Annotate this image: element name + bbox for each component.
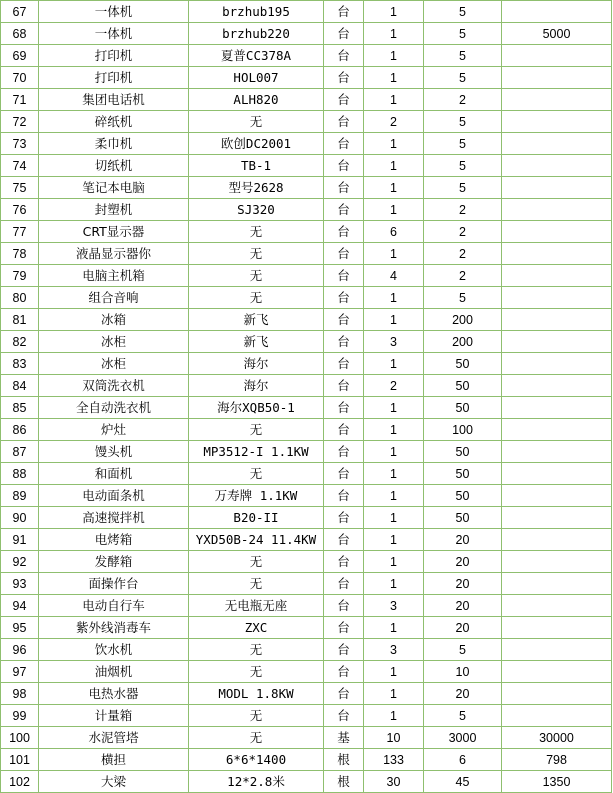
table-row[interactable] <box>1 507 612 529</box>
cell-name[interactable]: 油烟机 <box>39 661 189 683</box>
cell-unit-price[interactable]: 50 <box>424 375 502 397</box>
cell-unit-price[interactable]: 5 <box>424 45 502 67</box>
table-row[interactable] <box>1 221 612 243</box>
cell-unit-price[interactable]: 5 <box>424 23 502 45</box>
cell-model[interactable]: TB-1 <box>189 155 324 177</box>
cell-quantity[interactable]: 1 <box>364 573 424 595</box>
cell-amount[interactable] <box>502 309 612 331</box>
cell-index[interactable]: 83 <box>1 353 39 375</box>
table-row[interactable] <box>1 661 612 683</box>
table-row[interactable] <box>1 771 612 793</box>
cell-amount[interactable] <box>502 441 612 463</box>
cell-index[interactable]: 76 <box>1 199 39 221</box>
cell-unit-price[interactable]: 50 <box>424 441 502 463</box>
cell-model[interactable]: 无电瓶无座 <box>189 595 324 617</box>
cell-unit-price[interactable]: 2 <box>424 199 502 221</box>
cell-quantity[interactable]: 1 <box>364 551 424 573</box>
cell-unit[interactable]: 台 <box>324 287 364 309</box>
cell-index[interactable]: 100 <box>1 727 39 749</box>
cell-index[interactable]: 91 <box>1 529 39 551</box>
cell-index[interactable]: 93 <box>1 573 39 595</box>
cell-model[interactable]: YXD50B-24 11.4KW <box>189 529 324 551</box>
cell-model[interactable]: 无 <box>189 573 324 595</box>
cell-amount[interactable] <box>502 595 612 617</box>
cell-name[interactable]: 和面机 <box>39 463 189 485</box>
cell-unit-price[interactable]: 45 <box>424 771 502 793</box>
cell-name[interactable]: 一体机 <box>39 23 189 45</box>
cell-amount[interactable] <box>502 639 612 661</box>
cell-quantity[interactable]: 1 <box>364 485 424 507</box>
table-row[interactable] <box>1 111 612 133</box>
cell-model[interactable]: brzhub220 <box>189 23 324 45</box>
cell-amount[interactable] <box>502 353 612 375</box>
cell-unit[interactable]: 台 <box>324 397 364 419</box>
cell-quantity[interactable]: 3 <box>364 639 424 661</box>
table-row[interactable] <box>1 375 612 397</box>
cell-quantity[interactable]: 1 <box>364 683 424 705</box>
cell-model[interactable]: ZXC <box>189 617 324 639</box>
cell-model[interactable]: 无 <box>189 661 324 683</box>
cell-unit-price[interactable]: 5 <box>424 155 502 177</box>
table-row[interactable] <box>1 89 612 111</box>
cell-quantity[interactable]: 1 <box>364 67 424 89</box>
cell-name[interactable]: 组合音响 <box>39 287 189 309</box>
table-row[interactable] <box>1 23 612 45</box>
cell-model[interactable]: HOL007 <box>189 67 324 89</box>
cell-model[interactable]: 无 <box>189 705 324 727</box>
table-row[interactable] <box>1 551 612 573</box>
cell-quantity[interactable]: 30 <box>364 771 424 793</box>
cell-unit[interactable]: 台 <box>324 243 364 265</box>
cell-unit-price[interactable]: 200 <box>424 331 502 353</box>
cell-amount[interactable] <box>502 243 612 265</box>
cell-quantity[interactable]: 1 <box>364 23 424 45</box>
table-row[interactable] <box>1 243 612 265</box>
cell-quantity[interactable]: 1 <box>364 353 424 375</box>
cell-index[interactable]: 92 <box>1 551 39 573</box>
table-row[interactable] <box>1 1 612 23</box>
cell-index[interactable]: 67 <box>1 1 39 23</box>
cell-amount[interactable] <box>502 45 612 67</box>
cell-quantity[interactable]: 1 <box>364 199 424 221</box>
cell-name[interactable]: 电热水器 <box>39 683 189 705</box>
cell-unit[interactable]: 台 <box>324 705 364 727</box>
table-row[interactable] <box>1 419 612 441</box>
cell-index[interactable]: 78 <box>1 243 39 265</box>
cell-unit[interactable]: 台 <box>324 331 364 353</box>
cell-amount[interactable] <box>502 111 612 133</box>
cell-amount[interactable] <box>502 617 612 639</box>
cell-model[interactable]: 无 <box>189 419 324 441</box>
cell-unit-price[interactable]: 5 <box>424 111 502 133</box>
cell-name[interactable]: 馒头机 <box>39 441 189 463</box>
cell-quantity[interactable]: 1 <box>364 661 424 683</box>
cell-name[interactable]: 横担 <box>39 749 189 771</box>
cell-unit[interactable]: 台 <box>324 661 364 683</box>
cell-name[interactable]: 发酵箱 <box>39 551 189 573</box>
table-row[interactable] <box>1 309 612 331</box>
cell-amount[interactable] <box>502 265 612 287</box>
cell-unit[interactable]: 台 <box>324 573 364 595</box>
cell-amount[interactable] <box>502 683 612 705</box>
table-row[interactable] <box>1 45 612 67</box>
cell-name[interactable]: 集团电话机 <box>39 89 189 111</box>
cell-unit-price[interactable]: 50 <box>424 397 502 419</box>
cell-unit-price[interactable]: 2 <box>424 243 502 265</box>
table-row[interactable] <box>1 639 612 661</box>
table-row[interactable] <box>1 397 612 419</box>
cell-model[interactable]: B20-II <box>189 507 324 529</box>
cell-name[interactable]: 大梁 <box>39 771 189 793</box>
cell-index[interactable]: 85 <box>1 397 39 419</box>
cell-name[interactable]: 液晶显示器你 <box>39 243 189 265</box>
cell-unit-price[interactable]: 5 <box>424 67 502 89</box>
cell-model[interactable]: MP3512-I 1.1KW <box>189 441 324 463</box>
cell-quantity[interactable]: 1 <box>364 155 424 177</box>
cell-unit[interactable]: 台 <box>324 683 364 705</box>
cell-model[interactable]: 型号2628 <box>189 177 324 199</box>
cell-unit[interactable]: 台 <box>324 507 364 529</box>
table-row[interactable] <box>1 287 612 309</box>
cell-amount[interactable] <box>502 221 612 243</box>
cell-unit-price[interactable]: 5 <box>424 133 502 155</box>
cell-model[interactable]: 无 <box>189 111 324 133</box>
cell-name[interactable]: 打印机 <box>39 67 189 89</box>
cell-unit-price[interactable]: 20 <box>424 573 502 595</box>
cell-quantity[interactable]: 6 <box>364 221 424 243</box>
cell-model[interactable]: 海尔 <box>189 375 324 397</box>
cell-index[interactable]: 70 <box>1 67 39 89</box>
cell-name[interactable]: 炉灶 <box>39 419 189 441</box>
cell-unit-price[interactable]: 50 <box>424 485 502 507</box>
cell-unit[interactable]: 台 <box>324 155 364 177</box>
cell-amount[interactable] <box>502 485 612 507</box>
cell-amount[interactable] <box>502 67 612 89</box>
cell-unit[interactable]: 台 <box>324 67 364 89</box>
cell-unit[interactable]: 台 <box>324 45 364 67</box>
cell-amount[interactable] <box>502 199 612 221</box>
cell-quantity[interactable]: 2 <box>364 111 424 133</box>
cell-model[interactable]: brzhub195 <box>189 1 324 23</box>
cell-name[interactable]: 饮水机 <box>39 639 189 661</box>
cell-name[interactable]: 打印机 <box>39 45 189 67</box>
cell-index[interactable]: 68 <box>1 23 39 45</box>
cell-amount[interactable] <box>502 551 612 573</box>
cell-model[interactable]: 6*6*1400 <box>189 749 324 771</box>
cell-index[interactable]: 96 <box>1 639 39 661</box>
cell-quantity[interactable]: 1 <box>364 617 424 639</box>
table-row[interactable] <box>1 573 612 595</box>
cell-quantity[interactable]: 1 <box>364 287 424 309</box>
cell-amount[interactable] <box>502 573 612 595</box>
cell-unit[interactable]: 台 <box>324 1 364 23</box>
cell-index[interactable]: 73 <box>1 133 39 155</box>
cell-quantity[interactable]: 4 <box>364 265 424 287</box>
cell-unit-price[interactable]: 3000 <box>424 727 502 749</box>
cell-unit-price[interactable]: 5 <box>424 705 502 727</box>
cell-model[interactable]: 无 <box>189 639 324 661</box>
cell-unit-price[interactable]: 5 <box>424 1 502 23</box>
cell-model[interactable]: 无 <box>189 265 324 287</box>
cell-name[interactable]: 计量箱 <box>39 705 189 727</box>
cell-model[interactable]: 12*2.8米 <box>189 771 324 793</box>
cell-index[interactable]: 81 <box>1 309 39 331</box>
cell-unit-price[interactable]: 20 <box>424 529 502 551</box>
cell-name[interactable]: 封塑机 <box>39 199 189 221</box>
cell-model[interactable]: 新飞 <box>189 309 324 331</box>
cell-name[interactable]: CRT显示器 <box>39 221 189 243</box>
cell-model[interactable]: ALH820 <box>189 89 324 111</box>
table-row[interactable] <box>1 595 612 617</box>
cell-quantity[interactable]: 1 <box>364 705 424 727</box>
cell-amount[interactable]: 1350 <box>502 771 612 793</box>
cell-index[interactable]: 89 <box>1 485 39 507</box>
cell-name[interactable]: 一体机 <box>39 1 189 23</box>
cell-index[interactable]: 69 <box>1 45 39 67</box>
cell-index[interactable]: 102 <box>1 771 39 793</box>
cell-amount[interactable] <box>502 1 612 23</box>
cell-name[interactable]: 电脑主机箱 <box>39 265 189 287</box>
table-row[interactable] <box>1 353 612 375</box>
cell-amount[interactable] <box>502 375 612 397</box>
cell-unit[interactable]: 台 <box>324 221 364 243</box>
table-row[interactable] <box>1 67 612 89</box>
cell-amount[interactable] <box>502 463 612 485</box>
cell-name[interactable]: 水泥管塔 <box>39 727 189 749</box>
cell-unit-price[interactable]: 5 <box>424 287 502 309</box>
cell-index[interactable]: 98 <box>1 683 39 705</box>
cell-unit[interactable]: 台 <box>324 265 364 287</box>
cell-name[interactable]: 电烤箱 <box>39 529 189 551</box>
cell-amount[interactable] <box>502 155 612 177</box>
table-row[interactable] <box>1 683 612 705</box>
cell-model[interactable]: 欧创DC2001 <box>189 133 324 155</box>
cell-quantity[interactable]: 1 <box>364 177 424 199</box>
cell-unit[interactable]: 台 <box>324 177 364 199</box>
table-body <box>1 1 612 793</box>
cell-model[interactable]: SJ320 <box>189 199 324 221</box>
cell-unit-price[interactable]: 20 <box>424 683 502 705</box>
cell-index[interactable]: 97 <box>1 661 39 683</box>
cell-unit[interactable]: 台 <box>324 639 364 661</box>
cell-quantity[interactable]: 1 <box>364 243 424 265</box>
table-row[interactable] <box>1 749 612 771</box>
cell-model[interactable]: 无 <box>189 463 324 485</box>
table-row[interactable] <box>1 155 612 177</box>
cell-unit-price[interactable]: 2 <box>424 265 502 287</box>
cell-quantity[interactable]: 1 <box>364 45 424 67</box>
cell-model[interactable]: 新飞 <box>189 331 324 353</box>
cell-unit[interactable]: 基 <box>324 727 364 749</box>
cell-quantity[interactable]: 2 <box>364 375 424 397</box>
cell-unit-price[interactable]: 6 <box>424 749 502 771</box>
cell-unit-price[interactable]: 50 <box>424 507 502 529</box>
cell-unit[interactable]: 台 <box>324 89 364 111</box>
cell-index[interactable]: 87 <box>1 441 39 463</box>
cell-name[interactable]: 笔记本电脑 <box>39 177 189 199</box>
cell-model[interactable]: 无 <box>189 551 324 573</box>
cell-model[interactable]: 无 <box>189 287 324 309</box>
cell-unit-price[interactable]: 20 <box>424 617 502 639</box>
cell-name[interactable]: 柔巾机 <box>39 133 189 155</box>
cell-model[interactable]: 无 <box>189 243 324 265</box>
cell-amount[interactable] <box>502 419 612 441</box>
cell-index[interactable]: 74 <box>1 155 39 177</box>
cell-name[interactable]: 全自动洗衣机 <box>39 397 189 419</box>
cell-name[interactable]: 电动自行车 <box>39 595 189 617</box>
cell-amount[interactable] <box>502 177 612 199</box>
cell-quantity[interactable]: 1 <box>364 1 424 23</box>
cell-unit[interactable]: 台 <box>324 111 364 133</box>
table-row[interactable] <box>1 463 612 485</box>
table-row[interactable] <box>1 485 612 507</box>
cell-name[interactable]: 切纸机 <box>39 155 189 177</box>
cell-amount[interactable] <box>502 705 612 727</box>
cell-unit-price[interactable]: 20 <box>424 595 502 617</box>
cell-amount[interactable]: 30000 <box>502 727 612 749</box>
cell-unit[interactable]: 台 <box>324 199 364 221</box>
cell-name[interactable]: 冰箱 <box>39 309 189 331</box>
cell-unit-price[interactable]: 200 <box>424 309 502 331</box>
cell-amount[interactable] <box>502 529 612 551</box>
table-row[interactable] <box>1 331 612 353</box>
table-row[interactable] <box>1 265 612 287</box>
cell-quantity[interactable]: 1 <box>364 529 424 551</box>
cell-unit-price[interactable]: 50 <box>424 353 502 375</box>
cell-quantity[interactable]: 133 <box>364 749 424 771</box>
cell-index[interactable]: 80 <box>1 287 39 309</box>
cell-index[interactable]: 75 <box>1 177 39 199</box>
cell-unit[interactable]: 根 <box>324 749 364 771</box>
cell-name[interactable]: 紫外线消毒车 <box>39 617 189 639</box>
cell-unit[interactable]: 台 <box>324 617 364 639</box>
cell-amount[interactable] <box>502 331 612 353</box>
cell-quantity[interactable]: 1 <box>364 397 424 419</box>
cell-unit[interactable]: 台 <box>324 309 364 331</box>
table-row[interactable] <box>1 705 612 727</box>
cell-unit-price[interactable]: 10 <box>424 661 502 683</box>
table-row[interactable] <box>1 441 612 463</box>
cell-unit[interactable]: 台 <box>324 529 364 551</box>
cell-amount[interactable] <box>502 133 612 155</box>
table-row[interactable] <box>1 133 612 155</box>
cell-name[interactable]: 高速搅拌机 <box>39 507 189 529</box>
cell-quantity[interactable]: 1 <box>364 419 424 441</box>
cell-index[interactable]: 79 <box>1 265 39 287</box>
cell-unit-price[interactable]: 2 <box>424 221 502 243</box>
cell-index[interactable]: 77 <box>1 221 39 243</box>
cell-model[interactable]: 海尔 <box>189 353 324 375</box>
cell-index[interactable]: 88 <box>1 463 39 485</box>
table-row[interactable] <box>1 177 612 199</box>
cell-model[interactable]: 夏普CC378A <box>189 45 324 67</box>
cell-unit[interactable]: 台 <box>324 353 364 375</box>
cell-index[interactable]: 72 <box>1 111 39 133</box>
cell-unit-price[interactable]: 100 <box>424 419 502 441</box>
cell-quantity[interactable]: 1 <box>364 463 424 485</box>
cell-quantity[interactable]: 1 <box>364 507 424 529</box>
cell-quantity[interactable]: 3 <box>364 595 424 617</box>
table-row[interactable] <box>1 199 612 221</box>
cell-name[interactable]: 面操作台 <box>39 573 189 595</box>
cell-name[interactable]: 冰柜 <box>39 353 189 375</box>
cell-index[interactable]: 86 <box>1 419 39 441</box>
cell-amount[interactable]: 798 <box>502 749 612 771</box>
cell-unit-price[interactable]: 50 <box>424 463 502 485</box>
cell-quantity[interactable]: 1 <box>364 133 424 155</box>
cell-index[interactable]: 95 <box>1 617 39 639</box>
cell-unit[interactable]: 台 <box>324 485 364 507</box>
cell-unit[interactable]: 台 <box>324 23 364 45</box>
cell-index[interactable]: 90 <box>1 507 39 529</box>
cell-unit[interactable]: 台 <box>324 463 364 485</box>
cell-unit-price[interactable]: 2 <box>424 89 502 111</box>
cell-unit-price[interactable]: 5 <box>424 639 502 661</box>
cell-amount[interactable] <box>502 507 612 529</box>
cell-model[interactable]: 无 <box>189 727 324 749</box>
cell-index[interactable]: 71 <box>1 89 39 111</box>
cell-index[interactable]: 101 <box>1 749 39 771</box>
cell-quantity[interactable]: 1 <box>364 309 424 331</box>
cell-unit[interactable]: 台 <box>324 419 364 441</box>
cell-index[interactable]: 94 <box>1 595 39 617</box>
cell-amount[interactable]: 5000 <box>502 23 612 45</box>
cell-unit[interactable]: 台 <box>324 551 364 573</box>
cell-model[interactable]: 无 <box>189 221 324 243</box>
cell-unit[interactable]: 台 <box>324 375 364 397</box>
table-row[interactable] <box>1 617 612 639</box>
cell-amount[interactable] <box>502 661 612 683</box>
cell-unit-price[interactable]: 5 <box>424 177 502 199</box>
cell-quantity[interactable]: 3 <box>364 331 424 353</box>
cell-unit[interactable]: 根 <box>324 771 364 793</box>
cell-unit[interactable]: 台 <box>324 133 364 155</box>
cell-quantity[interactable]: 1 <box>364 89 424 111</box>
cell-index[interactable]: 82 <box>1 331 39 353</box>
cell-amount[interactable] <box>502 89 612 111</box>
cell-index[interactable]: 84 <box>1 375 39 397</box>
cell-amount[interactable] <box>502 397 612 419</box>
cell-model[interactable]: 万寿牌 1.1KW <box>189 485 324 507</box>
cell-quantity[interactable]: 1 <box>364 441 424 463</box>
cell-name[interactable]: 冰柜 <box>39 331 189 353</box>
cell-model[interactable]: MODL 1.8KW <box>189 683 324 705</box>
cell-unit[interactable]: 台 <box>324 595 364 617</box>
cell-name[interactable]: 电动面条机 <box>39 485 189 507</box>
cell-name[interactable]: 碎纸机 <box>39 111 189 133</box>
table-row[interactable] <box>1 727 612 749</box>
cell-index[interactable]: 99 <box>1 705 39 727</box>
cell-model[interactable]: 海尔XQB50-1 <box>189 397 324 419</box>
cell-unit[interactable]: 台 <box>324 441 364 463</box>
cell-unit-price[interactable]: 20 <box>424 551 502 573</box>
cell-amount[interactable] <box>502 287 612 309</box>
cell-name[interactable]: 双筒洗衣机 <box>39 375 189 397</box>
cell-quantity[interactable]: 10 <box>364 727 424 749</box>
table-row[interactable] <box>1 529 612 551</box>
